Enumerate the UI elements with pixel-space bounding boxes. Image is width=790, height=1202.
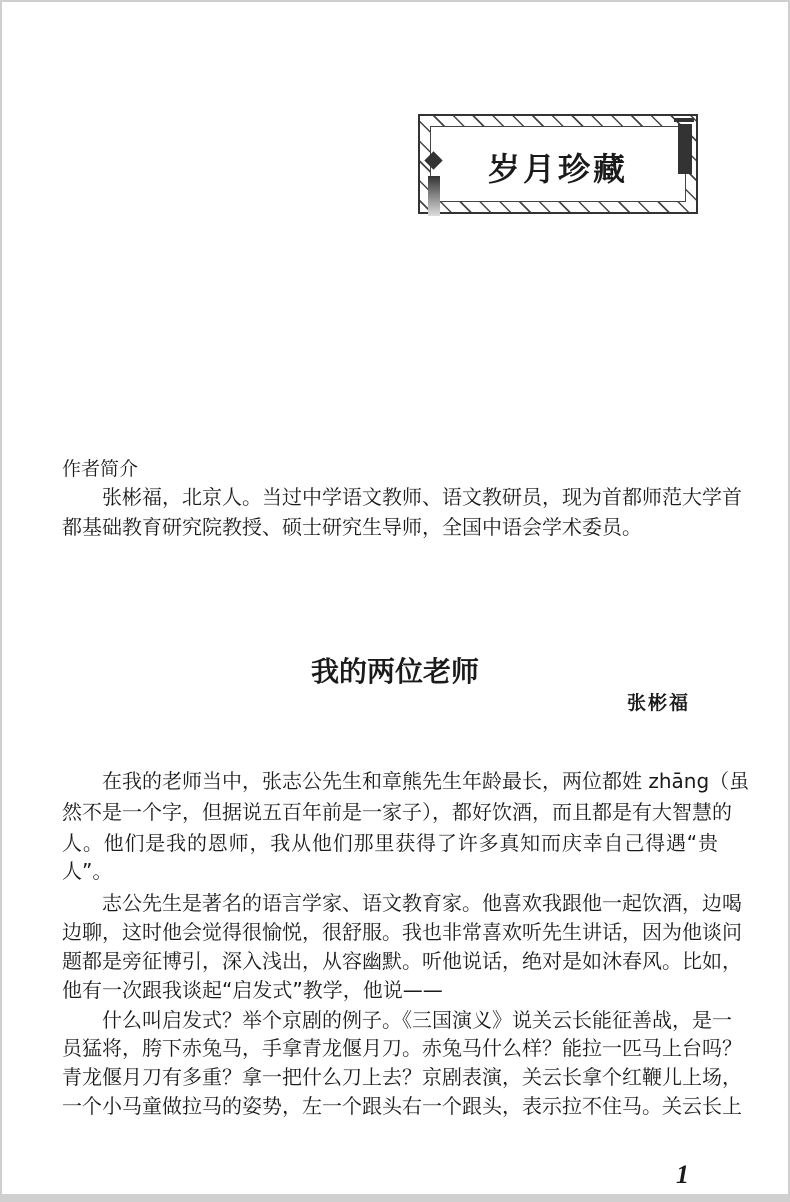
author-intro-line: 都基础教育研究院教授、硕士研究生导师，全国中语会学术委员。	[62, 515, 642, 539]
body-line: 他有一次跟我谈起“启发式”教学，他说——	[62, 978, 443, 1002]
body-line: 青龙偃月刀有多重？拿一把什么刀上去？京剧表演，关云长拿个红鞭儿上场，	[62, 1065, 742, 1089]
section-badge	[418, 114, 698, 214]
body-line: 在我的老师当中，张志公先生和章熊先生年龄最长，两位都姓 zhāng（虽	[62, 769, 750, 793]
article-author: 张彬福	[626, 692, 690, 714]
body-line: 人”。	[62, 859, 113, 883]
author-intro-label: 作者简介	[62, 458, 139, 480]
section-title: 岁月珍藏	[487, 150, 628, 188]
right-cap-ornament	[674, 118, 694, 122]
body-line: 员猛将，胯下赤兔马，手拿青龙偃月刀。赤兔马什么样？能拉一匹马上台吗？	[62, 1036, 742, 1060]
body-line: 志公先生是著名的语言学家、语文教育家。他喜欢我跟他一起饮酒，边喝	[62, 891, 742, 915]
body-line: 什么叫启发式？举个京剧的例子。《三国演义》说关云长能征善战，是一	[62, 1008, 732, 1032]
body-line: 一个小马童做拉马的姿势，左一个跟头右一个跟头，表示拉不住马。关云长上	[62, 1094, 742, 1118]
author-intro-line: 张彬福，北京人。当过中学语文教师、语文教研员，现为首都师范大学首	[62, 485, 742, 509]
body-line: 边聊，这时他会觉得很愉悦，很舒服。我也非常喜欢听先生讲话，因为他谈问	[62, 920, 742, 944]
page-number: 1	[676, 1160, 689, 1189]
article-title: 我的两位老师	[310, 655, 479, 688]
body-line: 题都是旁征博引，深入浅出，从容幽默。听他说话，绝对是如沐春风。比如，	[62, 949, 742, 973]
body-line: 然不是一个字，但据说五百年前是一家子），都好饮酒，而且都是有大智慧的	[62, 800, 732, 824]
body-line: 人。他们是我的恩师，我从他们那里获得了许多真知而庆幸自己得遇“贵	[62, 831, 718, 855]
